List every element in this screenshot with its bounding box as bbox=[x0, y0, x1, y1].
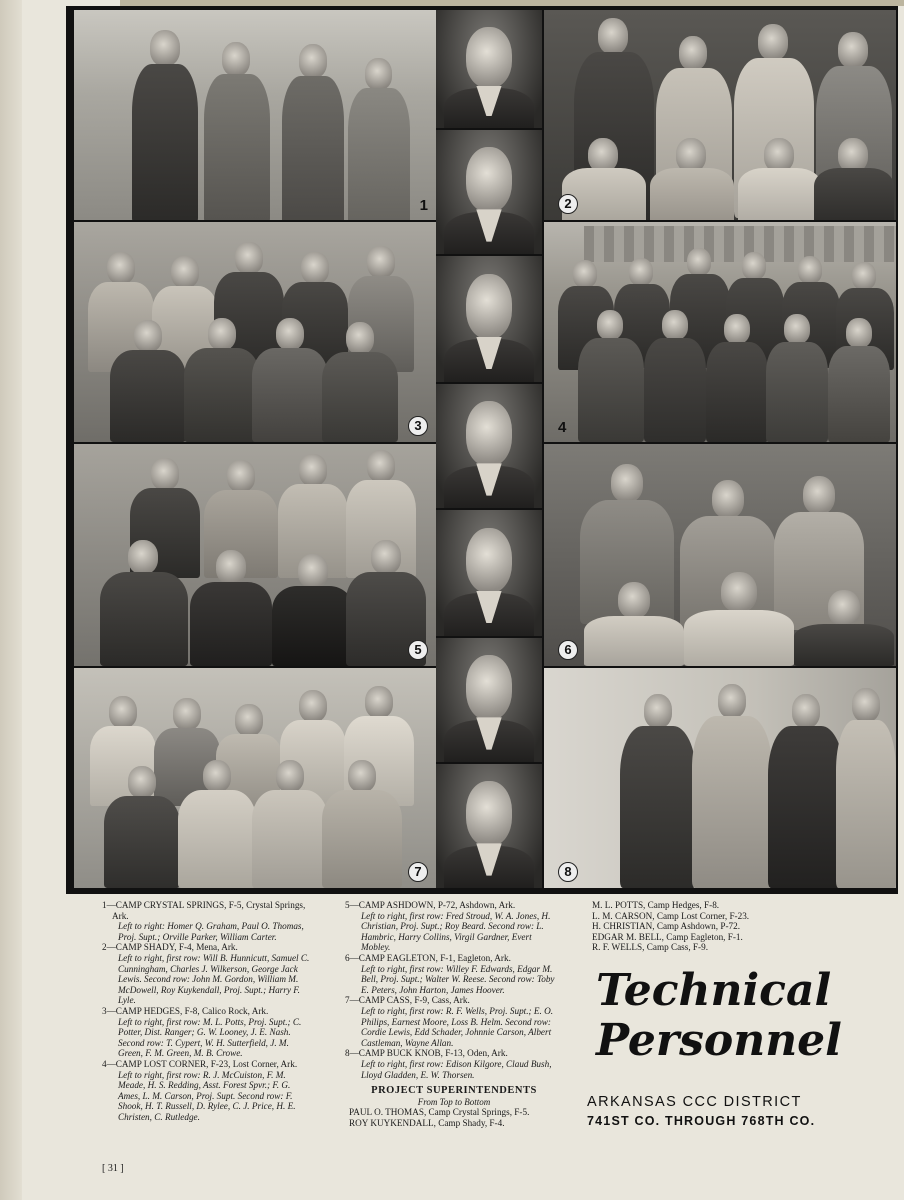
group-photo-1 bbox=[74, 10, 436, 220]
captions-column-3 bbox=[592, 900, 822, 953]
photo-number: 3 bbox=[408, 416, 428, 436]
caption-names: Left to right, first row: Willey F. Edwards, Edgar M. Bell, Proj. Supt.; Walter W. Reese. Second row: Toby E. Peters, John Harton, James Hoover. bbox=[361, 963, 555, 995]
caption-names: Left to right, first row: Edison Kilgore, Claud Bush, Lloyd Gladden, E. W. Thorsen. bbox=[361, 1058, 552, 1080]
caption-names: Left to right, first row: R. J. McCuiston, F. M. Meade, H. S. Redding, Asst. Forest Spvr.; F. G. Ames, L. M. Carson, Proj. Supt. Second row: F. Shook, H. T. Russell, D. Rylee, C. J. Price, H. E. Christen, C. Rutledge. bbox=[118, 1069, 296, 1122]
group-photo-6 bbox=[544, 444, 896, 666]
photo-number: 7 bbox=[408, 862, 428, 882]
group-photo-4 bbox=[544, 222, 896, 442]
captions-column-2 bbox=[345, 900, 563, 1128]
caption-names: Left to right: Homer Q. Graham, Paul O. Thomas, Proj. Supt.; Orville Parker, William Carter. bbox=[118, 921, 304, 942]
caption-heading: 3—CAMP HEDGES, F-8, Calico Rock, Ark. bbox=[102, 1005, 269, 1016]
superintendent-entry: EDGAR M. BELL, Camp Eagleton, F-1. bbox=[592, 931, 743, 942]
superintendent-entry: M. L. POTTS, Camp Hedges, F-8. bbox=[592, 900, 720, 910]
superintendent-entry: R. F. WELLS, Camp Cass, F-9. bbox=[592, 942, 708, 953]
caption-names: Left to right, first row: R. F. Wells, Proj. Supt.; E. O. Philips, Earnest Moore, Loss B. Helm. Second row: Cordie Lewis, Edd Schader, Johnnie Carson, Albert Castleman, Wayne Allan. bbox=[361, 1005, 554, 1048]
district-name: ARKANSAS CCC DISTRICT bbox=[587, 1094, 802, 1110]
page-title bbox=[596, 965, 842, 1066]
caption-names: Left to right, first row: Will B. Hunnicutt, Samuel C. Cunningham, Charles J. Wilkerson, George Jack Lewis. Second row: John M. Gordon, William M. McDowell, Roy Kuykendall, Proj. Supt.; Harry F. Lyle. bbox=[118, 952, 310, 1006]
caption-heading: 2—CAMP SHADY, F-4, Mena, Ark. bbox=[102, 942, 238, 953]
superintendents-subheading: From Top to Bottom bbox=[417, 1096, 491, 1107]
photo-number: 1 bbox=[419, 197, 428, 214]
photo-number: 2 bbox=[558, 194, 578, 214]
photo-number: 5 bbox=[408, 640, 428, 660]
portrait-4 bbox=[436, 384, 542, 508]
page-number: [ 31 ] bbox=[102, 1163, 124, 1174]
caption-heading: 5—CAMP ASHDOWN, P-72, Ashdown, Ark. bbox=[345, 900, 516, 910]
caption-heading: 4—CAMP LOST CORNER, F-23, Lost Corner, Ark. bbox=[102, 1058, 298, 1069]
superintendent-entry: H. CHRISTIAN, Camp Ashdown, P-72. bbox=[592, 921, 741, 932]
caption-names: Left to right, first row: Fred Stroud, W. A. Jones, H. Christian, Proj. Supt.; Roy Beard. Second row: L. Hambric, Harry Collins, Virgil Gardner, Evert Mobley. bbox=[361, 910, 551, 953]
photo-number: 8 bbox=[558, 862, 578, 882]
caption-heading: 6—CAMP EAGLETON, F-1, Eagleton, Ark. bbox=[345, 952, 511, 963]
caption-heading: 7—CAMP CASS, F-9, Cass, Ark. bbox=[345, 995, 470, 1006]
caption-heading: 8—CAMP BUCK KNOB, F-13, Oden, Ark. bbox=[345, 1048, 508, 1059]
company-range: 741ST CO. THROUGH 768TH CO. bbox=[587, 1114, 816, 1128]
superintendent-entry: PAUL O. THOMAS, Camp Crystal Springs, F-5. bbox=[349, 1107, 530, 1118]
page-spine bbox=[0, 0, 22, 1200]
portrait-7 bbox=[436, 764, 542, 888]
photo-collage bbox=[66, 6, 898, 894]
title-line-2: Personnel bbox=[596, 1015, 842, 1066]
portrait-6 bbox=[436, 638, 542, 762]
caption-names: Left to right, first row: M. L. Potts, Proj. Supt.; C. Potter, Dist. Ranger; G. W. Looney, J. E. Nash. Second row: T. Cypert, W. H. Sutterfield, J. M. Green, F. M. Green, M. B. Crowe. bbox=[118, 1016, 302, 1059]
photo-number: 4 bbox=[558, 419, 567, 436]
photo-number: 6 bbox=[558, 640, 578, 660]
portrait-1 bbox=[436, 10, 542, 128]
caption-heading: 1—CAMP CRYSTAL SPRINGS, F-5, Crystal Springs, Ark. bbox=[102, 900, 306, 921]
superintendents-heading: PROJECT SUPERINTENDENTS bbox=[371, 1085, 537, 1097]
superintendent-entry: L. M. CARSON, Camp Lost Corner, F-23. bbox=[592, 910, 750, 921]
group-photo-7 bbox=[74, 668, 436, 888]
group-photo-8 bbox=[544, 668, 896, 888]
title-line-1: Technical bbox=[596, 965, 832, 1016]
superintendent-entry: ROY KUYKENDALL, Camp Shady, F-4. bbox=[349, 1117, 505, 1128]
group-photo-3 bbox=[74, 222, 436, 442]
portrait-5 bbox=[436, 510, 542, 636]
portrait-2 bbox=[436, 130, 542, 254]
group-photo-5 bbox=[74, 444, 436, 666]
captions-column-1 bbox=[102, 900, 314, 1122]
portrait-3 bbox=[436, 256, 542, 382]
group-photo-2 bbox=[544, 10, 896, 220]
